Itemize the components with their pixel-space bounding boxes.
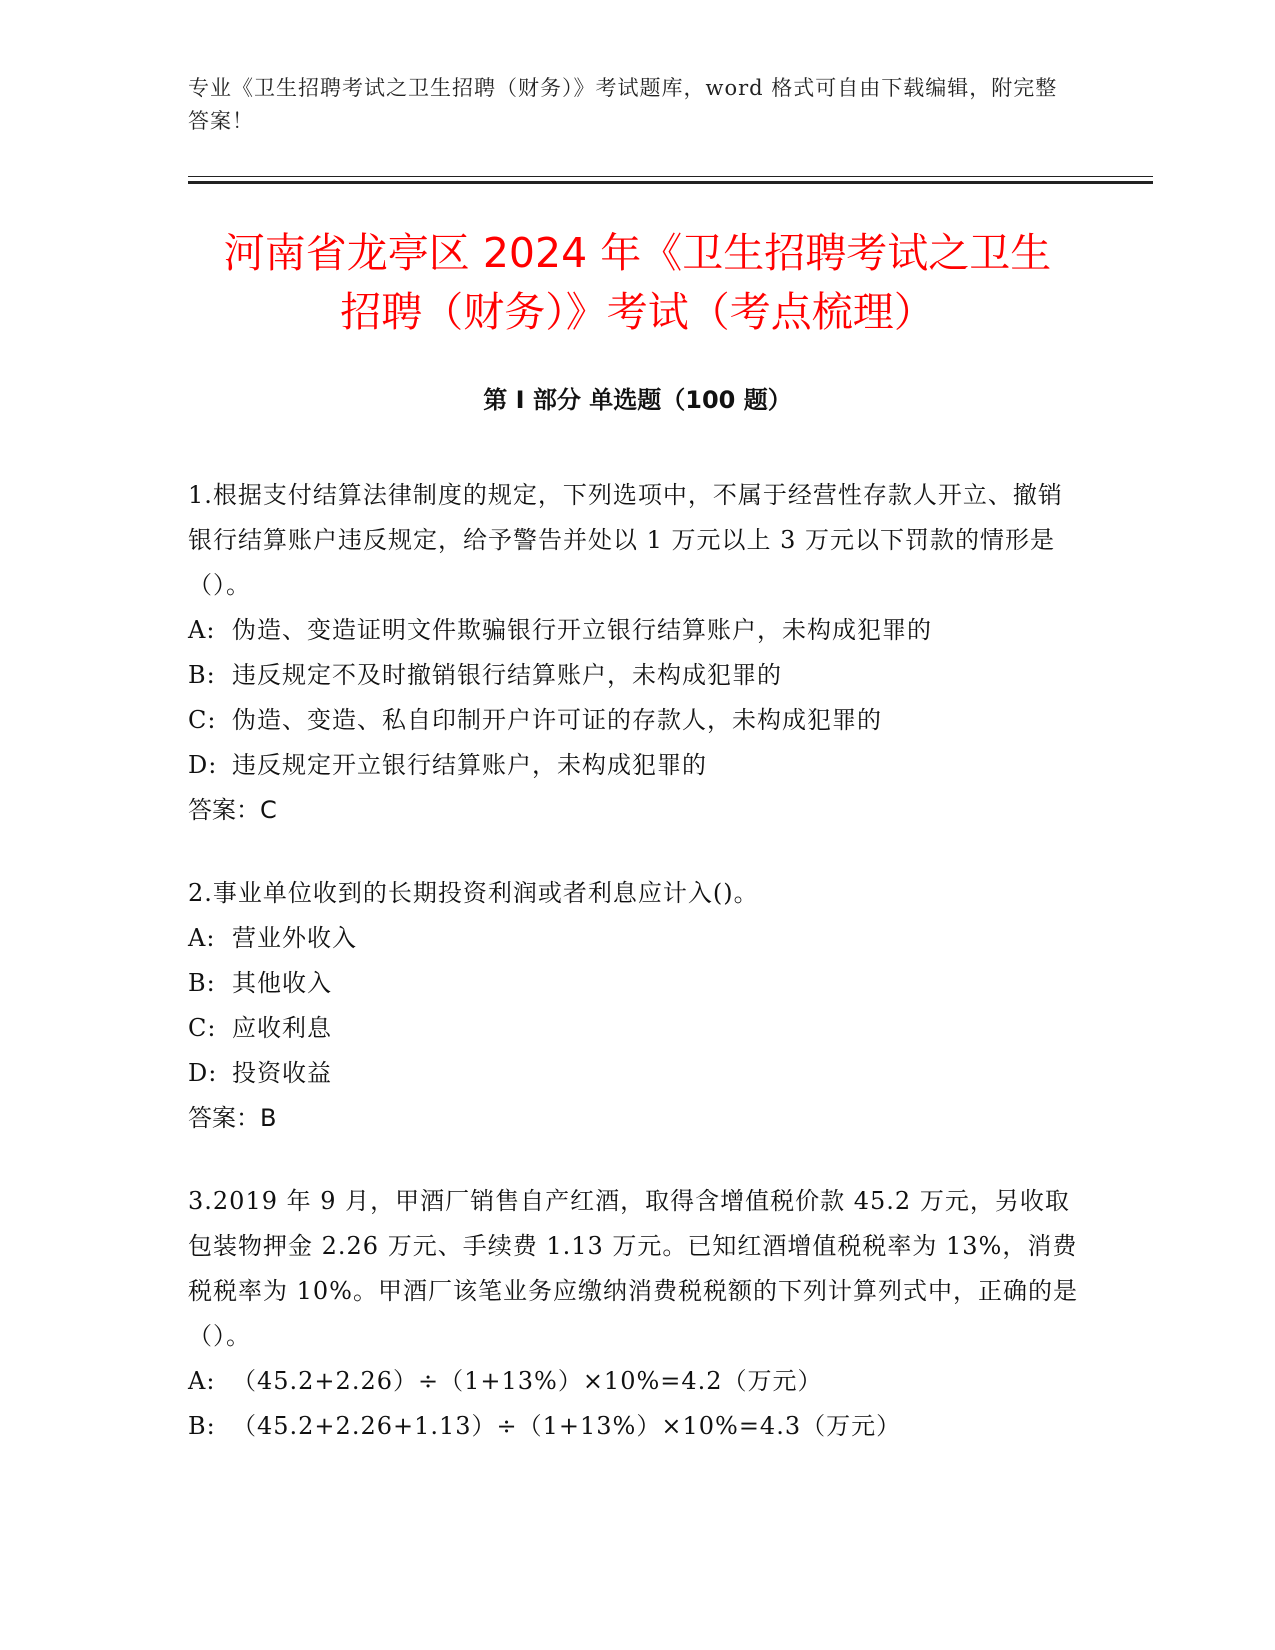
header-rule-thick <box>188 181 1153 184</box>
option-d <box>188 1051 1078 1096</box>
option-d <box>188 743 1078 788</box>
option-letter: D: <box>188 1059 218 1087</box>
section-title: 第 I 部分 单选题（100 题） <box>483 386 792 414</box>
header-rule-thin <box>188 176 1153 177</box>
option-text: 营业外收入 <box>232 924 357 952</box>
option-text: 伪造、变造、私自印制开户许可证的存款人，未构成犯罪的 <box>232 706 882 734</box>
option-b <box>188 1404 1078 1449</box>
answer-line <box>188 1096 1078 1141</box>
document-title <box>150 224 1125 342</box>
question-1 <box>188 473 1078 833</box>
option-text: 违反规定开立银行结算账户，未构成犯罪的 <box>232 751 707 779</box>
question-2 <box>188 871 1078 1141</box>
option-a <box>188 608 1078 653</box>
option-c <box>188 1006 1078 1051</box>
question-stem: 2.事业单位收到的长期投资利润或者利息应计入()。 <box>188 879 759 907</box>
option-text: 其他收入 <box>232 969 332 997</box>
question-list <box>188 473 1078 1487</box>
answer-value: B <box>260 1104 277 1132</box>
option-letter: C: <box>188 706 217 734</box>
question-stem: 1.根据支付结算法律制度的规定，下列选项中，不属于经营性存款人开立、撤销银行结算账户违反规定，给予警告并处以 1 万元以上 3 万元以下罚款的情形是（）。 <box>188 481 1063 599</box>
document-title-line-2: 招聘（财务）》考试（考点梳理） <box>340 288 935 336</box>
option-letter: A: <box>188 924 216 952</box>
option-letter: B: <box>188 969 216 997</box>
answer-value: C <box>260 796 277 824</box>
option-b <box>188 653 1078 698</box>
option-text: （45.2+2.26）÷（1+13%）×10%=4.2（万元） <box>232 1367 823 1395</box>
option-letter: C: <box>188 1014 217 1042</box>
option-text: 应收利息 <box>232 1014 332 1042</box>
option-letter: B: <box>188 1412 216 1440</box>
option-letter: A: <box>188 1367 216 1395</box>
answer-label: 答案： <box>188 1104 260 1132</box>
option-text: 投资收益 <box>232 1059 332 1087</box>
option-text: 伪造、变造证明文件欺骗银行开立银行结算账户，未构成犯罪的 <box>232 616 932 644</box>
question-3 <box>188 1179 1078 1449</box>
option-letter: B: <box>188 661 216 689</box>
question-stem: 3.2019 年 9 月，甲酒厂销售自产红酒，取得含增值税价款 45.2 万元，另收取包装物押金 2.26 万元、手续费 1.13 万元。已知红酒增值税税率为 13%，消费税税率为 10%。甲酒厂该笔业务应缴纳消费税税额的下列计算列式中，正确的是（）。 <box>188 1187 1078 1350</box>
option-text: 违反规定不及时撤销银行结算账户，未构成犯罪的 <box>232 661 782 689</box>
option-text: （45.2+2.26+1.13）÷（1+13%）×10%=4.3（万元） <box>232 1412 902 1440</box>
option-a <box>188 916 1078 961</box>
option-b <box>188 961 1078 1006</box>
answer-line <box>188 788 1078 833</box>
answer-label: 答案： <box>188 796 260 824</box>
option-letter: A: <box>188 616 216 644</box>
option-a <box>188 1359 1078 1404</box>
option-c <box>188 698 1078 743</box>
option-letter: D: <box>188 751 218 779</box>
header-note: 专业《卫生招聘考试之卫生招聘（财务）》考试题库，word 格式可自由下载编辑，附完整答案！ <box>188 76 1058 133</box>
document-title-line-1: 河南省龙亭区 2024 年《卫生招聘考试之卫生 <box>223 229 1052 277</box>
